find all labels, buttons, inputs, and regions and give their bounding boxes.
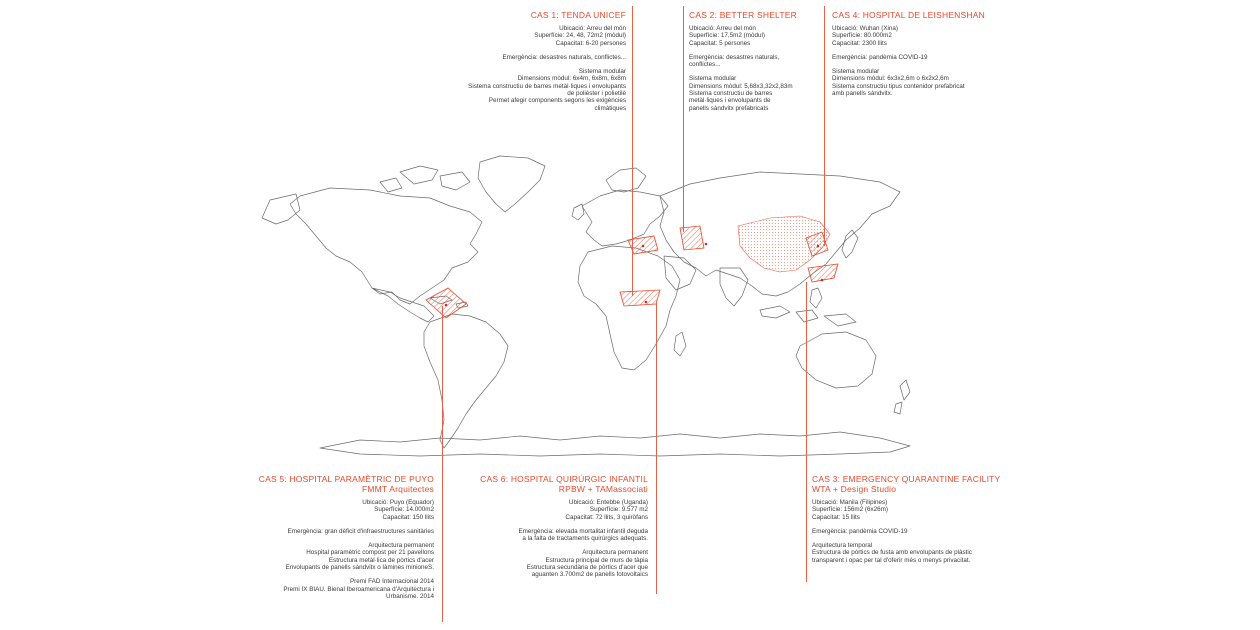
case-5-title [204,474,434,494]
case-2-line: panells sàndvitx prefabricats [689,104,769,112]
leader-line-cas3 [806,282,807,582]
madagascar-landmass [674,332,686,356]
case-6-line: Estructura principal de murs de tàpia [545,556,648,564]
case-5-line: Premi IX BIAU. Bienal Iberoamericana d'Arquitectura i [283,585,434,593]
case-6-line: Ubicació: Entebbe (Uganda) [568,499,648,506]
case-2-line: Superfície: 17,5m2 (mòdul) [689,32,765,40]
case-5-line: Emergència: gran dèficit d'infraestructures sanitàries [287,527,434,535]
case-5-line: Premi FAD Internacional 2014 [349,578,434,586]
scandinavia-landmass [606,168,646,192]
case-3-title [812,474,1042,494]
case-5-card [204,474,434,600]
case-4-line: Sistema modular [832,68,880,76]
case-5-line: Estructura metàl·lica de pòrtics d'acer [328,556,434,564]
case-3-title-text: CAS 3: EMERGENCY QUARANTINE FACILITY [812,474,1001,484]
leader-line-cas1 [632,6,633,296]
marker-uganda [620,290,660,306]
case-6-line: Capacitat: 72 llits, 3 quiròfans [565,513,648,521]
greenland-landmass [478,156,545,212]
case-6-title-text: CAS 6: HOSPITAL QUIRÚRGIC INFANTIL [480,474,648,484]
japan-landmass [842,230,858,258]
case-1-title: CAS 1: TENDA UNICEF [530,10,626,20]
case-3-subtitle: WTA + Design Studio [812,484,897,494]
case-4-line: Sistema constructiu tipus contenidor prefabricat [832,82,965,90]
north-america-landmass [290,188,482,304]
alaska-landmass [262,194,300,224]
case-2-line: Sistema constructiu de barres [689,90,773,98]
case-1-line: Permet afegir components segons les exigències [488,97,626,105]
case-2-line: metàl·liques i envolupants de [689,97,771,105]
case-1-line: Dimensions mòdul: 6x4m, 6x8m, 6x8m [517,75,626,83]
case-1-line: Sistema constructiu de barres metàl·liques i envolupants [468,82,626,90]
case-5-line: Arquitectura permanent [368,542,434,550]
australia-landmass [796,332,876,388]
case-4-line: Ubicació: Wuhan (Xina) [832,25,899,32]
case-5-line: Capacitat: 150 llits [382,513,434,521]
case-3-line: transparent i opac per tal d'oferir més o menys privacitat. [812,556,971,564]
leader-line-cas6 [656,302,657,594]
case-4-line: Emergència: pandèmia COVID-19 [832,53,928,61]
europe-landmass [582,190,668,246]
case-1-line: Superfície: 24, 48, 72m2 (mòdul) [534,32,626,40]
case-5-line: Ubicació: Puyo (Equador) [362,499,434,506]
case-3-line: Superfície: 156m2 (6x26m) [812,506,888,514]
case-1-line: Sistema modular [578,68,626,76]
case-4-line: Superfície: 80.000m2 [832,32,892,40]
case-5-line: Hospital paramètric compost per 21 pavellons [306,549,434,557]
arctic-islands [380,166,470,192]
indonesia-islands [760,306,856,326]
case-4-card [832,10,1032,97]
philippines-landmass [810,288,822,308]
point-europe [642,245,645,248]
case-6-line: Emergència: elevada mortalitat infantil deguda [518,527,648,535]
leader-line-cas5 [442,306,443,622]
point-ecuador [445,304,448,307]
case-4-title: CAS 4: HOSPITAL DE LEISHENSHAN [832,10,985,20]
case-6-line: Arquitectura permanent [582,549,648,557]
case-5-subtitle: FMMT Arquitectes [361,484,434,494]
case-3-line: Arquitectura temporal [812,542,873,550]
case-6-title [448,474,648,494]
marker-ecuador [426,288,466,318]
case-5-line: Superfície: 14.000m2 [374,506,434,514]
case-6-subtitle: RPBW + TAMassociati [558,484,648,494]
case-6-line: a la falta de tractaments quirúrgics adequats. [522,535,648,543]
india-landmass [720,268,748,306]
case-2-line: Emergència: desastres naturals, [689,53,780,61]
case-3-line: Capacitat: 15 llits [812,513,860,521]
point-middle-east [705,243,708,246]
case-4-line: Capacitat: 2300 llits [832,39,887,47]
case-2-line: Ubicació: Arreu del món [689,25,756,32]
case-2-card [689,10,824,112]
case-2-line: conflictes... [689,61,721,69]
point-uganda [645,301,648,304]
uk-landmass [572,204,584,220]
case-6-line: Superfície: 9.577 m2 [589,506,648,514]
case-1-card [396,10,626,112]
case-3-line: Ubicació: Manila (Filipines) [812,499,888,506]
leader-line-cas4 [824,6,825,246]
new-zealand-landmass [894,380,910,414]
case-3-line: Emergència: pandèmia COVID-19 [812,527,908,535]
point-wuhan [817,245,820,248]
case-6-line: Estructura secundària de pòrtics d'acer que [526,564,648,572]
case-5-title-text: CAS 5: HOSPITAL PARAMÈTRIC DE PUYO [258,474,434,484]
case-4-line: amb panells sàndvitx. [832,90,893,98]
case-4-line: Dimensions mòdul: 6x3x2,6m o 6x2x2,6m [832,75,949,83]
point-manila [821,279,824,282]
case-1-line: Capacitat: 6-20 persones [555,39,626,47]
case-3-line: Estructura de pòrtics de fusta amb envolupants de plàstic [812,549,972,557]
case-3-card [812,474,1042,564]
case-2-line: Dimensions mòdul: 5,68x3,32x2,83m [689,82,793,90]
case-1-line: de polièster i polietilè [567,90,626,98]
leader-line-cas2 [683,6,684,232]
case-2-line: Capacitat: 5 persones [689,39,751,47]
case-1-line: Ubicació: Arreu del món [559,25,626,32]
case-2-title: CAS 2: BETTER SHELTER [689,10,797,20]
antarctica-landmass [320,432,910,456]
case-1-line: Emergència: desastres naturals, conflictes... [502,53,626,61]
south-america-landmass [424,314,508,448]
case-6-card [448,474,648,579]
case-1-line: climàtiques [594,104,626,112]
case-5-line: Urbanisme. 2014 [386,592,434,600]
case-5-line: Envolupants de panells sàndvitx o làmines minioneS. [285,564,434,572]
case-2-line: Sistema modular [689,75,737,83]
arabia-landmass [664,256,696,290]
case-6-line: aguanten 3.700m2 de panells fotovoltaics [531,571,648,579]
